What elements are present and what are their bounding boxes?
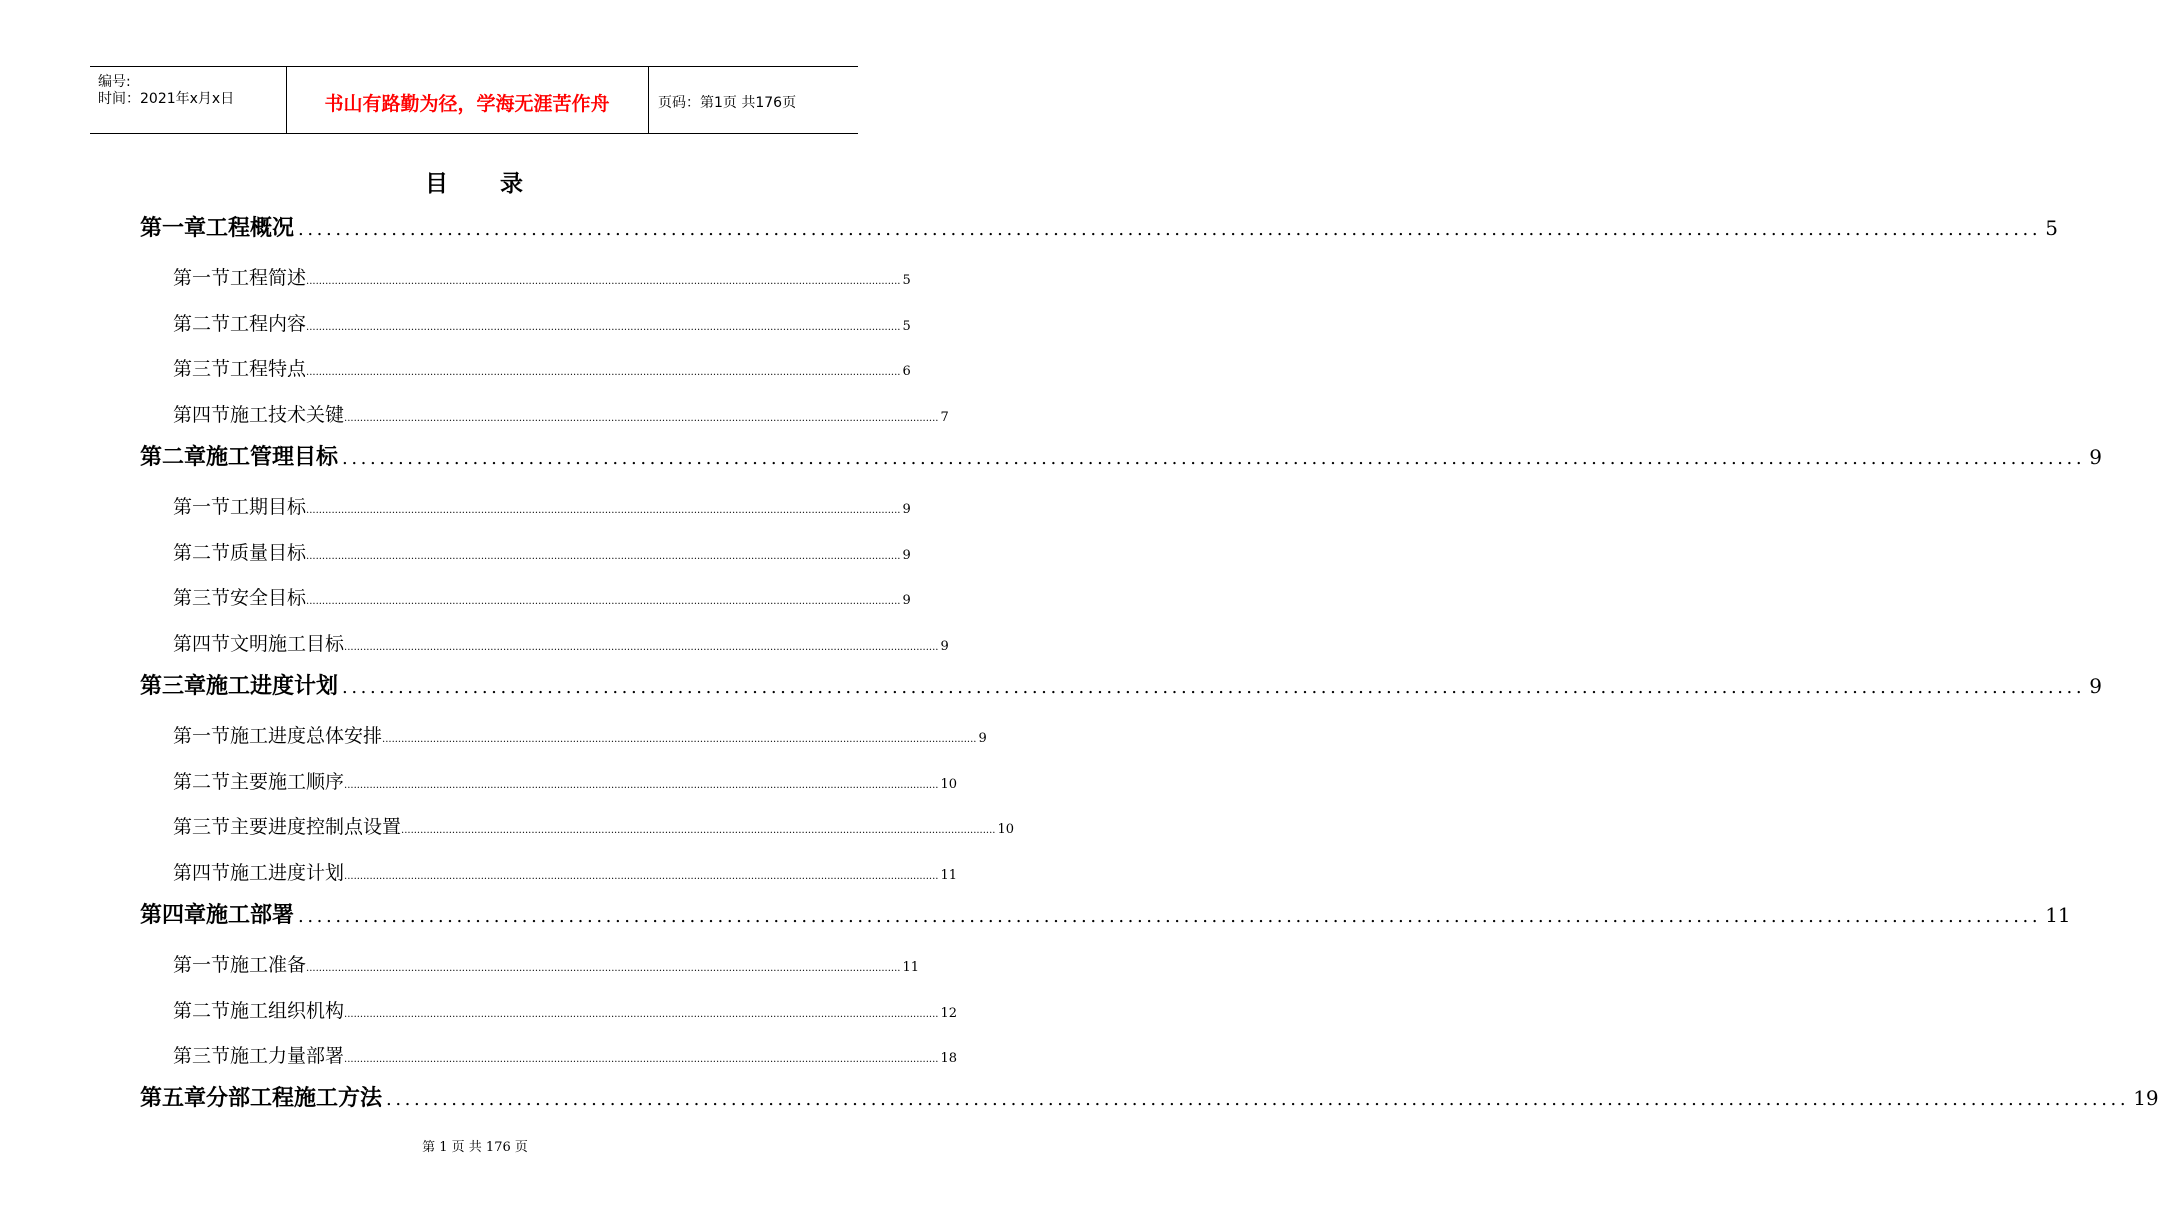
- dot-leader: ...........................................................................................................................................................................................: [344, 642, 939, 654]
- toc-section-entry[interactable]: [173, 354, 911, 381]
- dot-leader: ...........................................................................................................................................................................................: [342, 677, 2086, 698]
- dot-leader: ...........................................................................................................................................................................................: [344, 1054, 939, 1066]
- page-number: 5: [902, 272, 911, 288]
- page-number: 9: [978, 730, 987, 746]
- section-title: 质量目标: [230, 541, 307, 564]
- toc-title-char: 目: [425, 171, 450, 197]
- page-number: 9: [940, 639, 949, 655]
- toc-section-entry[interactable]: [173, 583, 911, 610]
- section-number: 第三节: [173, 816, 231, 839]
- toc-chapter-entry[interactable]: [140, 1081, 2159, 1112]
- dot-leader: ...........................................................................................................................................................................................: [298, 219, 2042, 240]
- page-number: 19: [2133, 1086, 2159, 1111]
- dot-leader: ...........................................................................................................................................................................................: [306, 596, 901, 608]
- section-title: 安全目标: [230, 587, 307, 610]
- section-title: 工程内容: [230, 312, 307, 335]
- toc-section-entry[interactable]: [173, 538, 911, 564]
- page-number: 9: [902, 547, 911, 563]
- section-number: 第一节: [173, 953, 231, 976]
- section-title: 施工准备: [230, 953, 307, 976]
- toc-section-entry[interactable]: [173, 950, 919, 976]
- section-number: 第四节: [173, 404, 231, 427]
- toc-chapter-entry[interactable]: [140, 898, 2071, 928]
- dot-leader: ...........................................................................................................................................................................................: [344, 779, 939, 791]
- page-number: 7: [940, 410, 949, 426]
- header-number-label: 编号:: [98, 74, 131, 90]
- dot-leader: ...........................................................................................................................................................................................: [401, 825, 996, 837]
- dot-leader: ...........................................................................................................................................................................................: [306, 367, 901, 379]
- page-number: 11: [2045, 903, 2071, 927]
- dot-leader: ...........................................................................................................................................................................................: [386, 1089, 2130, 1111]
- dot-leader: ...........................................................................................................................................................................................: [344, 871, 939, 883]
- toc-section-entry[interactable]: [173, 812, 1014, 839]
- chapter-title: 施工管理目标: [206, 445, 339, 470]
- page-number: 11: [902, 959, 919, 975]
- section-title: 施工进度总体安排: [230, 724, 383, 747]
- toc-section-entry[interactable]: [173, 767, 957, 793]
- section-number: 第四节: [173, 862, 231, 885]
- chapter-number: 第三章: [140, 674, 207, 699]
- page-number: 10: [940, 776, 957, 792]
- section-number: 第二节: [173, 770, 231, 793]
- page-number: 9: [902, 593, 911, 609]
- section-number: 第三节: [173, 1045, 231, 1068]
- section-title: 文明施工目标: [230, 633, 345, 656]
- section-title: 施工力量部署: [230, 1045, 345, 1068]
- page-number: 6: [902, 364, 911, 380]
- page-number: 9: [2089, 445, 2102, 469]
- page-number: 12: [940, 1005, 957, 1021]
- page-number: 5: [2045, 216, 2058, 240]
- section-title: 工程特点: [230, 358, 307, 381]
- section-number: 第三节: [173, 358, 231, 381]
- toc-section-entry[interactable]: [173, 400, 949, 427]
- dot-leader: ...........................................................................................................................................................................................: [342, 448, 2086, 469]
- toc-section-entry[interactable]: [173, 996, 957, 1022]
- section-title: 主要施工顺序: [230, 770, 345, 793]
- toc-chapter-entry[interactable]: [140, 669, 2102, 699]
- section-number: 第二节: [173, 312, 231, 335]
- page-number: 9: [2089, 674, 2102, 698]
- section-number: 第四节: [173, 633, 231, 656]
- section-title: 工期目标: [230, 495, 307, 518]
- dot-leader: ...........................................................................................................................................................................................: [344, 1008, 939, 1020]
- page-number: 5: [902, 318, 911, 334]
- section-title: 工程简述: [230, 266, 307, 289]
- section-title: 施工技术关键: [230, 404, 345, 427]
- chapter-number: 第五章: [140, 1086, 207, 1112]
- dot-leader: ...........................................................................................................................................................................................: [306, 321, 901, 333]
- chapter-title: 工程概况: [206, 216, 295, 241]
- section-number: 第一节: [173, 495, 231, 518]
- toc-section-entry[interactable]: [173, 858, 957, 885]
- page-number: 18: [940, 1051, 957, 1067]
- section-number: 第二节: [173, 999, 231, 1022]
- section-number: 第一节: [173, 266, 231, 289]
- section-number: 第一节: [173, 724, 231, 747]
- page-number: 9: [902, 501, 911, 517]
- toc-chapter-entry[interactable]: [140, 211, 2058, 241]
- toc-section-entry[interactable]: [173, 721, 987, 747]
- dot-leader: ...........................................................................................................................................................................................: [306, 275, 901, 287]
- dot-leader: ...........................................................................................................................................................................................: [344, 413, 939, 425]
- dot-leader: ...........................................................................................................................................................................................: [306, 550, 901, 562]
- section-number: 第三节: [173, 587, 231, 610]
- header-motto: 书山有路勤为径，学海无涯苦作舟: [324, 93, 610, 115]
- section-title: 施工进度计划: [230, 862, 345, 885]
- toc-section-entry[interactable]: [173, 309, 911, 335]
- chapter-title: 施工进度计划: [206, 674, 339, 699]
- toc-title-char: 录: [500, 171, 525, 197]
- toc-section-entry[interactable]: [173, 492, 911, 518]
- chapter-title: 分部工程施工方法: [206, 1086, 383, 1112]
- toc-section-entry[interactable]: [173, 629, 949, 656]
- page-footer: 第 1 页 共 176 页: [422, 1140, 528, 1155]
- toc-chapter-entry[interactable]: [140, 440, 2102, 470]
- header-time-label: 时间：2021年x月x日: [98, 91, 235, 107]
- chapter-number: 第四章: [140, 903, 207, 928]
- chapter-title: 施工部署: [206, 903, 295, 928]
- page-number: 10: [997, 822, 1014, 838]
- chapter-number: 第一章: [140, 216, 207, 241]
- dot-leader: ...........................................................................................................................................................................................: [298, 906, 2042, 927]
- header-page-label: 页码：第1页 共176页: [658, 95, 797, 111]
- section-number: 第二节: [173, 541, 231, 564]
- section-title: 主要进度控制点设置: [230, 816, 402, 839]
- page-number: 11: [940, 868, 957, 884]
- dot-leader: ...........................................................................................................................................................................................: [306, 962, 901, 974]
- toc-section-entry[interactable]: [173, 263, 911, 289]
- toc-section-entry[interactable]: [173, 1041, 957, 1068]
- dot-leader: ...........................................................................................................................................................................................: [306, 504, 901, 516]
- chapter-number: 第二章: [140, 445, 207, 470]
- section-title: 施工组织机构: [230, 999, 345, 1022]
- dot-leader: ...........................................................................................................................................................................................: [382, 733, 977, 745]
